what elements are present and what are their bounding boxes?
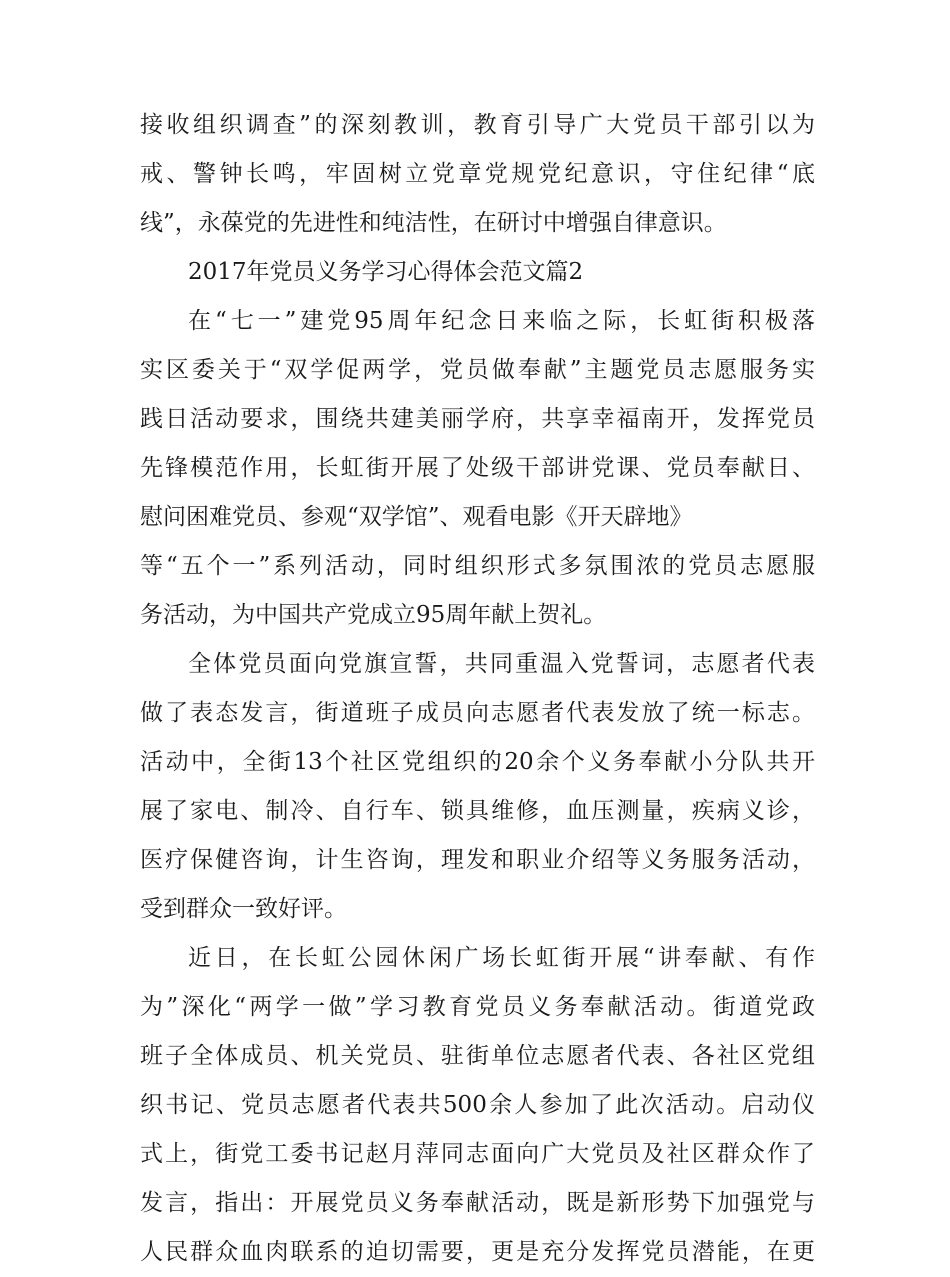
text-line: 发言，指出：开展党员义务奉献活动，既是新形势下加强党与 — [140, 1190, 815, 1216]
text-line: 受到群众一致好评。 — [140, 896, 347, 922]
text-line: 近日，在长虹公园休闲广场长虹街开展“讲奉献、有作 — [188, 945, 815, 971]
text-line: 为”深化“两学一做”学习教育党员义务奉献活动。街道党政 — [140, 994, 815, 1020]
text-line: 人民群众血肉联系的迫切需要，更是充分发挥党员潜能，在更 — [140, 1239, 815, 1265]
text-line: 做了表态发言，街道班子成员向志愿者代表发放了统一标志。 — [140, 700, 815, 726]
text-line: 等“五个一”系列活动，同时组织形式多氛围浓的党员志愿服 — [140, 553, 815, 579]
document-page — [140, 101, 815, 1277]
paragraph — [140, 297, 815, 640]
paragraph — [140, 934, 815, 1277]
heading-line: 2017年党员义务学习心得体会范文篇2 — [188, 259, 584, 285]
text-line: 慰问困难党员、参观“双学馆”、观看电影《开天辟地》 — [140, 504, 693, 530]
text-line: 织书记、党员志愿者代表共500余人参加了此次活动。启动仪 — [140, 1092, 815, 1118]
section-heading — [140, 248, 815, 297]
paragraph — [140, 640, 815, 934]
text-line: 线”，永葆党的先进性和纯洁性，在研讨中增强自律意识。 — [140, 210, 727, 236]
text-line: 医疗保健咨询，计生咨询，理发和职业介绍等义务服务活动， — [140, 847, 815, 873]
text-line: 活动中，全街13个社区党组织的20余个义务奉献小分队共开 — [140, 749, 815, 775]
text-line: 展了家电、制冷、自行车、锁具维修，血压测量，疾病义诊， — [140, 798, 815, 824]
text-line: 班子全体成员、机关党员、驻街单位志愿者代表、各社区党组 — [140, 1043, 815, 1069]
paragraph-continuation — [140, 101, 815, 248]
text-line: 先锋模范作用，长虹街开展了处级干部讲党课、党员奉献日、 — [140, 455, 815, 481]
text-line: 全体党员面向党旗宣誓，共同重温入党誓词，志愿者代表 — [188, 651, 815, 677]
text-line: 践日活动要求，围绕共建美丽学府，共享幸福南开，发挥党员 — [140, 406, 815, 432]
text-line: 接收组织调查”的深刻教训，教育引导广大党员干部引以为 — [140, 112, 815, 138]
text-line: 实区委关于“双学促两学，党员做奉献”主题党员志愿服务实 — [140, 357, 815, 383]
text-line: 在“七一”建党95周年纪念日来临之际，长虹街积极落 — [188, 308, 815, 334]
text-line: 式上，街党工委书记赵月萍同志面向广大党员及社区群众作了 — [140, 1141, 815, 1167]
text-line: 戒、警钟长鸣，牢固树立党章党规党纪意识，守住纪律“底 — [140, 161, 815, 187]
text-line: 务活动，为中国共产党成立95周年献上贺礼。 — [140, 602, 607, 628]
